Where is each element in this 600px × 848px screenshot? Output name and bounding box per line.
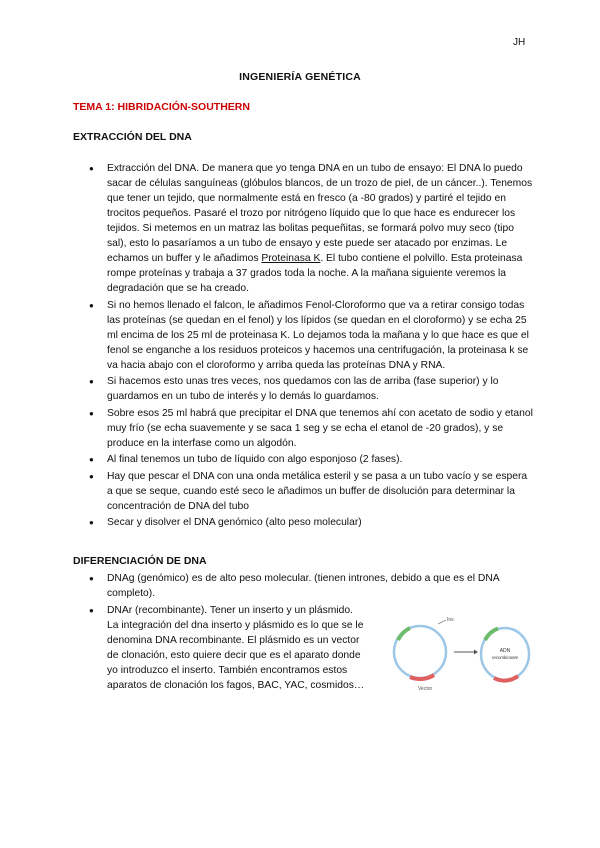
list-item — [73, 571, 533, 601]
label-line — [438, 620, 446, 624]
recombinant-dna-diagram — [388, 614, 538, 704]
item-text: Secar y disolver el DNA genómico (alto peso molecular) — [107, 517, 362, 528]
insert-label: Ins — [447, 617, 454, 623]
item-text: Sobre esos 25 ml habrá que precipitar el DNA que tenemos ahí con acetato de sodio y etanol muy frío (se echa suavemente y se saca 1 seg y se echa el etanol de -20 grados), y se produce en la interfase como un algodón. — [107, 407, 533, 449]
bullet-icon: ● — [89, 408, 94, 418]
bullet-icon: ● — [89, 605, 94, 615]
list-item — [73, 515, 533, 530]
arrow-head-icon — [474, 650, 478, 655]
recombinant-marker-segment — [494, 676, 518, 681]
extraction-list — [73, 161, 533, 532]
author-initials: JH — [513, 37, 526, 48]
list-item — [73, 603, 365, 693]
bullet-icon: ● — [89, 455, 94, 464]
list-item — [73, 469, 533, 514]
vector-label: Vector — [418, 686, 433, 692]
section-heading-extraction: EXTRACCIÓN DEL DNA — [73, 131, 192, 143]
document-title: INGENIERÍA GENÉTICA — [239, 71, 361, 83]
item-text-before: Extracción del DNA. De manera que yo tenga DNA en un tubo de ensayo: El DNA lo puedo sacar de células sanguíneas (glóbulos blancos, de un trozo de piel, de un cáncer..). Tenemos que tener un tejido, que normalmente está en fresco (a -80 grados) y partiré el tejido en trocitos pequeños. Pasaré el trozo por nitrógeno líquido que lo que hace es endurecer los tejidos. Si metemos en un matraz las bolitas pequeñitas, se formará polvo muy seco (tipo sal), esto lo pasaríamos a un tubo de ensayo y este puede ser atacado por enzimas. Le echamos un buffer y le añadimos — [107, 163, 533, 264]
insert-segment — [398, 628, 410, 640]
item-text: Si no hemos llenado el falcon, le añadimos Fenol-Cloroformo que va a retirar consigo todas las proteínas (se quedan en el fenol) y los lípidos (se quedan en el cloroformo) y se echa 25 ml encima de los 25 ml de proteinasa K. Lo dejamos toda la mañana y lo que hace es que el fenol se enganche a los residuos proteicos y hacemos una centrifugación, la proteinasa k se va hacia abajo con el cloroformo y arriba queda las proteínas DNA y RNA. — [107, 299, 529, 371]
bullet-icon: ● — [89, 300, 94, 310]
list-item — [73, 406, 533, 451]
item-text: Hay que pescar el DNA con una onda metálica esteril y se pasa a un tubo vacío y se espera a que se seque, cuando esté seco le añadimos un buffer de disolución para determinar la concentración de DNA del tubo — [107, 470, 528, 512]
bullet-icon: ● — [89, 471, 94, 481]
bullet-icon: ● — [89, 164, 94, 173]
list-item — [73, 161, 533, 296]
section-heading-differentiation: DIFERENCIACIÓN DE DNA — [73, 555, 207, 567]
bullet-icon: ● — [89, 518, 94, 527]
proteinasa-k-underlined: Proteinasa K — [261, 253, 321, 264]
item-text: Al final tenemos un tubo de líquido con algo esponjoso (2 fases). — [107, 454, 403, 465]
result-label-2: recombinante — [491, 655, 519, 660]
list-item — [73, 374, 533, 404]
recombinant-insert-segment — [485, 629, 498, 641]
item-text: DNAg (genómico) es de alto peso molecular. (tienen intrones, debido a que es el DNA completo). — [107, 573, 500, 599]
list-item — [73, 452, 533, 467]
item-text: Si hacemos esto unas tres veces, nos quedamos con las de arriba (fase superior) y lo guardamos en un tubo de interés y lo demás lo guardamos. — [107, 376, 499, 402]
result-label-1: ADN — [499, 648, 511, 654]
bullet-icon: ● — [89, 377, 94, 386]
bullet-icon: ● — [89, 574, 94, 583]
item-text-after: . El tubo contiene el polvillo. Esta proteinasa rompe proteínas y trabaja a 37 grados toda la noche. A la mañana siguiente veremos la degradación que se ha creado. — [107, 253, 523, 294]
list-item — [73, 298, 533, 373]
topic-heading: TEMA 1: HIBRIDACIÓN-SOUTHERN — [73, 101, 250, 113]
item-text: DNAr (recombinante). Tener un inserto y un plásmido. La integración del dna inserto y plásmido es lo que se le denomina DNA recombinante. El plásmido es un vector de clonación, esto quiere decir que es el aparato donde yo introduzco el inserto. También encontramos estos aparatos de clonación los fagos, BAC, YAC, cosmidos… — [107, 604, 365, 691]
